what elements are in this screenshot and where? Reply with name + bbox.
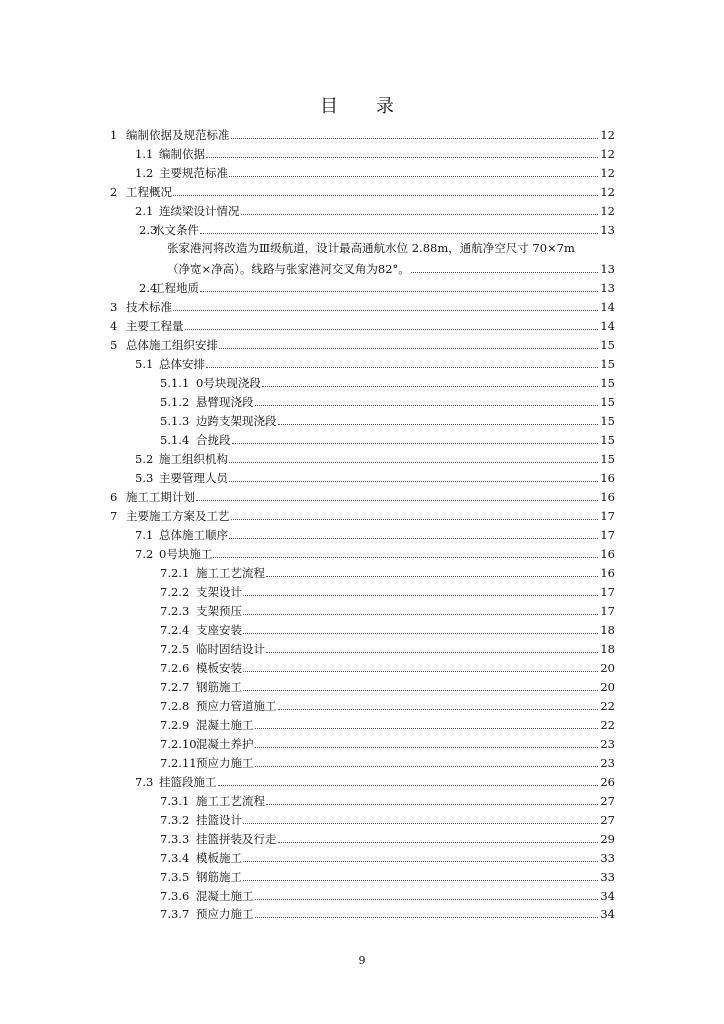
toc-entry-number: 5.1.1: [160, 376, 190, 390]
toc-entry-page: 16: [600, 547, 615, 561]
toc-dot-leader: [200, 291, 598, 292]
toc-title: 目 录: [320, 96, 404, 117]
toc-entry-title: 模板施工: [196, 851, 242, 865]
toc-entry-page: 23: [600, 756, 615, 770]
toc-entry[interactable]: [135, 467, 615, 485]
toc-entry-page: 16: [600, 471, 615, 485]
toc-dot-leader: [241, 214, 599, 215]
toc-dot-leader: [411, 272, 599, 273]
toc-entry[interactable]: [160, 562, 615, 580]
toc-entry-title: 施工工艺流程: [196, 566, 265, 580]
toc-entry[interactable]: [160, 600, 615, 618]
toc-entry[interactable]: [160, 391, 615, 409]
toc-entry[interactable]: [110, 334, 615, 352]
toc-dot-leader: [243, 671, 598, 672]
toc-entry[interactable]: [167, 258, 615, 276]
toc-entry-number: 4: [110, 319, 118, 333]
toc-entry-number: 7.3.1: [160, 794, 190, 808]
toc-entry-page: 26: [600, 775, 615, 789]
toc-entry-number: 1.1: [135, 147, 154, 161]
toc-entry-number: 7.3.7: [160, 907, 190, 921]
toc-entry-page: 23: [600, 737, 615, 751]
toc-entry[interactable]: [160, 714, 615, 732]
toc-entry[interactable]: [160, 790, 615, 808]
toc-entry-title: 预应力管道施工: [196, 699, 277, 713]
toc-entry-number: 7.2.9: [160, 718, 190, 732]
toc-entry-page: 15: [600, 376, 615, 390]
toc-entry[interactable]: [160, 903, 615, 921]
toc-entry-title: 临时固结设计: [196, 642, 265, 656]
toc-entry[interactable]: [135, 543, 615, 561]
toc-entry-title: 预应力施工: [196, 907, 254, 921]
toc-entry-title: 技术标准: [126, 300, 172, 314]
toc-entry[interactable]: [160, 372, 615, 390]
toc-entry-page: 14: [600, 300, 615, 314]
toc-entry-page: 15: [600, 452, 615, 466]
toc-entry-title: 0号块现浇段: [196, 376, 261, 390]
toc-entry-number: 7.3: [135, 775, 154, 789]
toc-entry[interactable]: [160, 733, 615, 751]
toc-entry[interactable]: [135, 771, 615, 789]
toc-entry-page: 17: [600, 604, 615, 618]
toc-entry[interactable]: [160, 809, 615, 827]
toc-dot-leader: [278, 424, 599, 425]
toc-entry-number: 7.2.1: [160, 566, 190, 580]
toc-dot-leader: [173, 310, 598, 311]
toc-entry-page: 29: [600, 832, 615, 846]
toc-dot-leader: [173, 195, 598, 196]
toc-dot-leader: [243, 595, 598, 596]
toc-entry-page: 16: [600, 490, 615, 504]
toc-entry-title: 主要施工方案及工艺: [126, 509, 230, 523]
toc-entry[interactable]: [160, 410, 615, 428]
toc-dot-leader: [206, 367, 598, 368]
toc-entry-page: 22: [600, 718, 615, 732]
toc-entry-title: 主要规范标准: [159, 166, 228, 180]
toc-entry-number: 7.3.5: [160, 870, 190, 884]
toc-entry-title: 总体安排: [159, 357, 205, 371]
toc-entry-number: 6: [110, 490, 118, 504]
toc-entry-title: 挂篮段施工: [159, 775, 217, 789]
toc-dot-leader: [243, 880, 598, 881]
toc-dot-leader: [278, 709, 599, 710]
toc-dot-leader: [229, 538, 598, 539]
toc-entry-title: 总体施工组织安排: [126, 338, 218, 352]
toc-dot-leader: [243, 861, 598, 862]
toc-dot-leader: [243, 690, 598, 691]
toc-entry[interactable]: [135, 200, 615, 218]
toc-entry-page: 17: [600, 509, 615, 523]
toc-entry-title: 支架设计: [196, 585, 242, 599]
toc-entry-title: 施工工期计划: [126, 490, 195, 504]
toc-dot-leader: [196, 500, 598, 501]
toc-entry-number: 7.1: [135, 528, 154, 542]
toc-entry-page: 15: [600, 433, 615, 447]
toc-entry-number: 7.3.4: [160, 851, 190, 865]
toc-dot-leader: [255, 766, 599, 767]
toc-entry-title: 总体施工顺序: [159, 528, 228, 542]
toc-entry-number: 3: [110, 300, 118, 314]
toc-entry[interactable]: [139, 219, 615, 237]
toc-entry[interactable]: [160, 885, 615, 903]
toc-dot-leader: [243, 614, 598, 615]
toc-entry-number: 2.4: [139, 281, 158, 295]
toc-dot-leader: [255, 728, 599, 729]
toc-entry-number: 7: [110, 509, 118, 523]
toc-dot-leader: [255, 899, 599, 900]
toc-entry[interactable]: [160, 866, 615, 884]
toc-entry[interactable]: [139, 277, 615, 295]
toc-entry-number: 7.2: [135, 547, 154, 561]
toc-entry[interactable]: [110, 486, 615, 504]
toc-entry-title: 钢筋施工: [196, 680, 242, 694]
toc-entry[interactable]: [135, 448, 615, 466]
toc-entry-title: 水文条件: [153, 223, 199, 237]
toc-entry-title: 主要工程量: [126, 319, 184, 333]
toc-entry-page: 27: [600, 813, 615, 827]
toc-entry-number: 5.3: [135, 471, 154, 485]
toc-entry-title: 混凝土施工: [196, 718, 254, 732]
toc-entry[interactable]: [160, 752, 615, 770]
toc-dot-leader: [278, 842, 599, 843]
toc-entry-title: 工程概况: [126, 185, 172, 199]
toc-entry-number: 7.2.5: [160, 642, 190, 656]
toc-entry-number: 7.3.3: [160, 832, 190, 846]
toc-entry-page: 17: [600, 585, 615, 599]
toc-entry[interactable]: [160, 695, 615, 713]
toc-entry-page: 14: [600, 319, 615, 333]
toc-entry-page: 33: [600, 870, 615, 884]
toc-dot-leader: [229, 462, 598, 463]
toc-entry-number: 2.3: [139, 223, 158, 237]
toc-dot-leader: [243, 823, 598, 824]
toc-entry[interactable]: [160, 676, 615, 694]
toc-entry-title: 边跨支架现浇段: [196, 414, 277, 428]
toc-entry[interactable]: [110, 315, 615, 333]
toc-entry-title: 0号块施工: [159, 547, 213, 561]
toc-entry-page: 16: [600, 566, 615, 580]
toc-entry-number: 5.1.4: [160, 433, 190, 447]
toc-dot-leader: [206, 157, 598, 158]
toc-entry-page: 12: [600, 166, 615, 180]
toc-entry-title: 编制依据: [159, 147, 205, 161]
toc-dot-leader: [231, 519, 599, 520]
toc-entry-page: 17: [600, 528, 615, 542]
toc-dot-leader: [255, 747, 599, 748]
toc-entry-page: 27: [600, 794, 615, 808]
toc-entry[interactable]: [110, 124, 615, 142]
toc-entry-page: 15: [600, 338, 615, 352]
toc-entry-title: 合拢段: [196, 433, 231, 447]
toc-entry-number: 1: [110, 128, 118, 142]
toc-entry-page: 13: [600, 281, 615, 295]
toc-entry-title: 预应力施工: [196, 756, 254, 770]
toc-entry-page: 34: [600, 907, 615, 921]
toc-entry[interactable]: [160, 828, 615, 846]
toc-dot-leader: [213, 557, 598, 558]
toc-entry-number: 7.2.11: [160, 756, 197, 770]
toc-entry-number: 2.1: [135, 204, 154, 218]
toc-entry-page: 34: [600, 889, 615, 903]
toc-dot-leader: [185, 329, 599, 330]
toc-entry-title: 支架预压: [196, 604, 242, 618]
toc-entry-title: 编制依据及规范标准: [126, 128, 230, 142]
toc-dot-leader: [219, 348, 598, 349]
toc-entry-number: 5: [110, 338, 118, 352]
toc-entry-page: 15: [600, 414, 615, 428]
toc-entry-title: 施工组织机构: [159, 452, 228, 466]
toc-entry-number: 7.2.2: [160, 585, 190, 599]
toc-entry-title: 模板安装: [196, 661, 242, 675]
toc-entry-number: 5.2: [135, 452, 154, 466]
toc-entry-page: 13: [600, 262, 615, 276]
toc-entry-page: 12: [600, 185, 615, 199]
toc-entry[interactable]: [160, 581, 615, 599]
toc-entry[interactable]: [160, 429, 615, 447]
toc-entry-page: 20: [600, 680, 615, 694]
toc-entry-title: 悬臂现浇段: [196, 395, 254, 409]
toc-dot-leader: [218, 785, 599, 786]
toc-entry-number: 7.3.6: [160, 889, 190, 903]
toc-entry[interactable]: [110, 296, 615, 314]
toc-dot-leader: [266, 804, 598, 805]
toc-entry-title: 连续梁设计情况: [159, 204, 240, 218]
toc-entry-title: （净宽×净高）。线路与张家港河交叉角为82°。: [167, 262, 410, 276]
toc-entry-number: 5.1.3: [160, 414, 190, 428]
toc-entry-page: 12: [600, 128, 615, 142]
toc-dot-leader: [255, 405, 599, 406]
toc-dot-leader: [255, 917, 599, 918]
toc-dot-leader: [229, 176, 598, 177]
toc-entry-title: 混凝土施工: [196, 889, 254, 903]
toc-entry[interactable]: [110, 181, 615, 199]
toc-entry-number: 2: [110, 185, 118, 199]
toc-entry-title: 工程地质: [153, 281, 199, 295]
toc-entry-title: 支座安装: [196, 623, 242, 637]
toc-entry-page: 18: [600, 642, 615, 656]
toc-entry-number: 7.2.6: [160, 661, 190, 675]
toc-entry-number: 7.2.4: [160, 623, 190, 637]
toc-entry-page: 12: [600, 147, 615, 161]
toc-entry-page: 20: [600, 661, 615, 675]
toc-entry-number: 7.3.2: [160, 813, 190, 827]
toc-dot-leader: [229, 481, 598, 482]
toc-dot-leader: [232, 443, 599, 444]
toc-entry[interactable]: [135, 162, 615, 180]
toc-entry-number: 7.2.7: [160, 680, 190, 694]
toc-entry-number: 7.2.10: [160, 737, 197, 751]
toc-entry[interactable]: [110, 505, 615, 523]
toc-entry[interactable]: [135, 143, 615, 161]
toc-entry-number: 7.2.3: [160, 604, 190, 618]
toc-entry-title: 主要管理人员: [159, 471, 228, 485]
toc-entry-title: 挂篮设计: [196, 813, 242, 827]
toc-entry-page: 15: [600, 395, 615, 409]
toc-entry[interactable]: [135, 524, 615, 542]
page-number: 9: [358, 954, 366, 967]
toc-entry-number: 1.2: [135, 166, 154, 180]
toc-entry-page: 15: [600, 357, 615, 371]
toc-dot-leader: [266, 652, 598, 653]
toc-entry-title: 混凝土养护: [196, 737, 254, 751]
toc-dot-leader: [262, 386, 599, 387]
hydro-text-line: 张家港河将改造为Ⅲ级航道，设计最高通航水位 2.88m，通航净空尺寸 70×7m: [167, 241, 575, 255]
toc-dot-leader: [231, 138, 599, 139]
toc-entry[interactable]: [160, 638, 615, 656]
toc-entry-title: 施工工艺流程: [196, 794, 265, 808]
toc-entry-page: 12: [600, 204, 615, 218]
toc-entry-title: 挂篮拼装及行走: [196, 832, 277, 846]
toc-entry-page: 22: [600, 699, 615, 713]
toc-entry[interactable]: [135, 353, 615, 371]
toc-entry-page: 33: [600, 851, 615, 865]
toc-dot-leader: [266, 576, 598, 577]
toc-dot-leader: [200, 233, 598, 234]
toc-entry[interactable]: [160, 847, 615, 865]
toc-entry-page: 13: [600, 223, 615, 237]
toc-entry[interactable]: [160, 657, 615, 675]
toc-entry[interactable]: [160, 619, 615, 637]
toc-entry-number: 5.1.2: [160, 395, 190, 409]
toc-entry-title: 钢筋施工: [196, 870, 242, 884]
toc-entry-page: 18: [600, 623, 615, 637]
toc-entry-number: 7.2.8: [160, 699, 190, 713]
toc-entry-number: 5.1: [135, 357, 154, 371]
toc-dot-leader: [243, 633, 598, 634]
